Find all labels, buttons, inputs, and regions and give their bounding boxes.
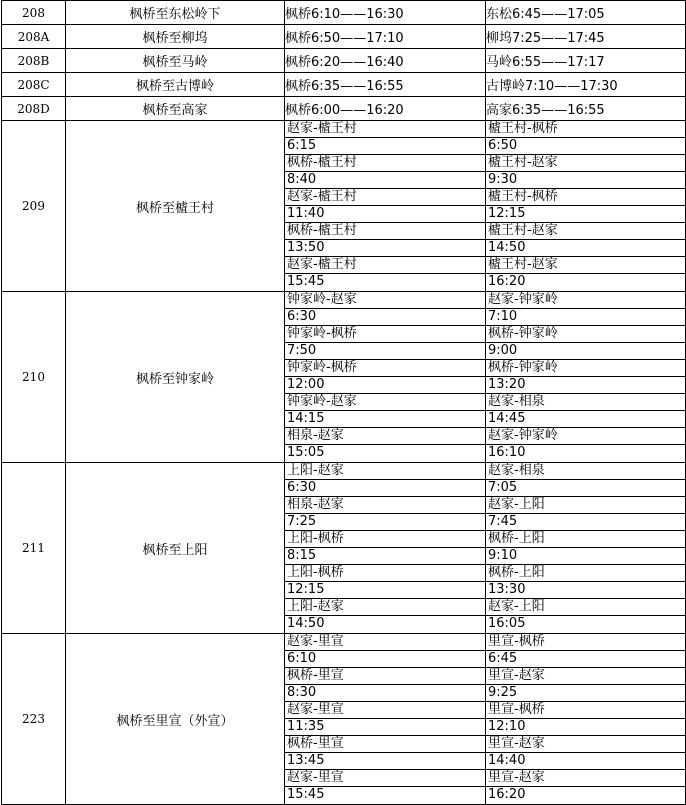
route-number: 208A [2,25,66,49]
trip-entry [486,497,685,531]
trip-entry [486,702,685,736]
trip-list-1 [285,634,486,805]
trip-entry [285,155,485,189]
trip-route: 里宣-枫桥 [486,634,685,651]
trip-entry [285,702,485,736]
trip-time: 16:20 [488,787,526,802]
trip-list-2 [486,292,686,463]
route-row-208b [2,49,686,73]
trip-route: 枫桥-里宣 [285,668,485,685]
trip-entry [285,394,485,428]
trip-entry [486,189,685,223]
route-number: 209 [2,121,66,292]
trip-entry [285,599,485,633]
trip-route: 樝王村-赵家 [486,223,685,240]
route-number: 223 [2,634,66,805]
trip-time: 7:05 [486,480,685,497]
trip-time: 13:30 [486,582,685,599]
schedule-body [2,1,686,805]
trip-route: 赵家-里宣 [285,702,485,719]
route-row-208d [2,97,686,121]
route-number: 208B [2,49,66,73]
trip-entry [486,394,685,428]
trip-entry [285,428,485,462]
trip-time: 7:45 [486,514,685,531]
route-row-223 [2,634,686,805]
trip-entry [285,257,485,291]
trip-entry [285,634,485,668]
trip-time: 9:25 [486,685,685,702]
trip-route: 赵家-樝王村 [285,257,485,274]
trip-time: 9:00 [486,343,685,360]
route-row-208 [2,1,686,25]
trip-route: 上阳-赵家 [285,599,485,616]
trip-entry [486,155,685,189]
route-name: 枫桥至东松岭下 [66,1,285,25]
departure-times-2: 古博岭7:10——17:30 [486,73,686,97]
trip-time: 14:40 [486,753,685,770]
route-name: 枫桥至高家 [66,97,285,121]
trip-time: 12:00 [285,377,485,394]
trip-entry [486,121,685,155]
route-row-208c [2,73,686,97]
route-name: 枫桥至古博岭 [66,73,285,97]
trip-route: 赵家-里宣 [285,634,485,651]
trip-entry [285,189,485,223]
trip-route: 枫桥-上阳 [486,565,685,582]
trip-route: 赵家-钟家岭 [486,428,685,445]
trip-entry [285,770,485,804]
trip-entry [285,565,485,599]
trip-route: 钟家岭-赵家 [285,394,485,411]
trip-route: 枫桥-樝王村 [285,223,485,240]
trip-route: 钟家岭-枫桥 [285,360,485,377]
trip-entry [486,565,685,599]
trip-route: 里宣-赵家 [486,668,685,685]
trip-route: 枫桥-钟家岭 [486,326,685,343]
route-name: 枫桥至钟家岭 [66,292,285,463]
trip-entry [285,326,485,360]
trip-entry [285,463,485,497]
departure-times-2: 东松6:45——17:05 [486,1,686,25]
trip-time: 6:30 [285,480,485,497]
trip-time: 14:15 [285,411,485,428]
trip-time: 7:10 [486,309,685,326]
departure-times-1: 枫桥6:00——16:20 [285,97,486,121]
trip-list-1 [285,292,486,463]
route-number: 208D [2,97,66,121]
trip-time: 8:40 [285,172,485,189]
trip-route: 里宣-赵家 [486,736,685,753]
trip-time: 14:50 [486,240,685,257]
trip-time: 6:50 [486,138,685,155]
trip-time: 15:45 [287,274,325,289]
trip-entry [285,121,485,155]
route-name: 枫桥至上阳 [66,463,285,634]
trip-time: 15:05 [287,445,325,460]
trip-route: 枫桥-上阳 [486,531,685,548]
trip-route: 樝王村-枫桥 [486,121,685,138]
trip-entry [285,360,485,394]
trip-route: 樝王村-赵家 [486,155,685,172]
trip-entry [486,736,685,770]
trip-entry [486,634,685,668]
trip-time: 14:50 [287,616,325,631]
trip-time: 6:10 [285,651,485,668]
departure-times-2: 柳坞7:25——17:45 [486,25,686,49]
departure-times-1: 枫桥6:35——16:55 [285,73,486,97]
trip-entry [486,292,685,326]
route-row-211 [2,463,686,634]
trip-route: 樝王村-枫桥 [486,189,685,206]
trip-route: 上阳-枫桥 [285,565,485,582]
trip-time: 6:45 [486,651,685,668]
trip-entry [285,497,485,531]
trip-list-2 [486,634,686,805]
trip-route: 赵家-樝王村 [285,189,485,206]
trip-route: 里宣-赵家 [486,770,685,787]
trip-time: 16:10 [488,445,526,460]
trip-entry [285,223,485,257]
route-row-209 [2,121,686,292]
trip-route: 枫桥-钟家岭 [486,360,685,377]
trip-time: 14:45 [486,411,685,428]
trip-entry [486,599,685,633]
route-number: 208C [2,73,66,97]
trip-entry [486,463,685,497]
trip-entry [486,531,685,565]
trip-entry [486,223,685,257]
trip-route: 里宣-枫桥 [486,702,685,719]
trip-route: 上阳-枫桥 [285,531,485,548]
bus-schedule-table [1,0,686,805]
trip-route: 枫桥-里宣 [285,736,485,753]
trip-time: 6:30 [285,309,485,326]
trip-route: 赵家-相泉 [486,463,685,480]
trip-time: 13:45 [285,753,485,770]
trip-time: 11:35 [285,719,485,736]
route-name: 枫桥至樝王村 [66,121,285,292]
trip-route: 相泉-赵家 [285,497,485,514]
trip-time: 16:20 [488,274,526,289]
trip-entry [486,360,685,394]
trip-list-1 [285,121,486,292]
trip-time: 9:30 [486,172,685,189]
trip-route: 上阳-赵家 [285,463,485,480]
trip-time: 7:50 [285,343,485,360]
trip-route: 相泉-赵家 [285,428,485,445]
trip-time: 13:20 [486,377,685,394]
trip-entry [285,531,485,565]
departure-times-1: 枫桥6:50——17:10 [285,25,486,49]
trip-route: 赵家-樝王村 [285,121,485,138]
trip-time: 11:40 [285,206,485,223]
trip-entry [285,736,485,770]
trip-route: 赵家-相泉 [486,394,685,411]
trip-entry [486,326,685,360]
departure-times-2: 马岭6:55——17:17 [486,49,686,73]
trip-route: 赵家-钟家岭 [486,292,685,309]
trip-time: 12:15 [285,582,485,599]
departure-times-1: 枫桥6:10——16:30 [285,1,486,25]
trip-route: 樝王村-赵家 [486,257,685,274]
trip-list-1 [285,463,486,634]
trip-route: 赵家-上阳 [486,497,685,514]
route-name: 枫桥至马岭 [66,49,285,73]
trip-list-2 [486,463,686,634]
trip-time: 8:15 [285,548,485,565]
route-name: 枫桥至柳坞 [66,25,285,49]
trip-time: 13:50 [285,240,485,257]
route-number: 211 [2,463,66,634]
trip-entry [486,668,685,702]
trip-route: 枫桥-樝王村 [285,155,485,172]
departure-times-2: 高家6:35——16:55 [486,97,686,121]
route-number: 208 [2,1,66,25]
trip-time: 12:15 [486,206,685,223]
trip-time: 16:05 [488,616,526,631]
trip-entry [486,428,685,462]
trip-time: 15:45 [287,787,325,802]
route-name: 枫桥至里宣（外宣） [66,634,285,805]
trip-route: 赵家-里宣 [285,770,485,787]
trip-time: 8:30 [285,685,485,702]
trip-time: 12:10 [486,719,685,736]
trip-time: 7:25 [285,514,485,531]
route-row-208a [2,25,686,49]
trip-route: 钟家岭-枫桥 [285,326,485,343]
trip-route: 钟家岭-赵家 [285,292,485,309]
trip-time: 6:15 [285,138,485,155]
departure-times-1: 枫桥6:20——16:40 [285,49,486,73]
route-row-210 [2,292,686,463]
trip-route: 赵家-上阳 [486,599,685,616]
trip-entry [486,770,685,804]
trip-time: 9:10 [486,548,685,565]
trip-entry [285,668,485,702]
trip-entry [285,292,485,326]
trip-list-2 [486,121,686,292]
trip-entry [486,257,685,291]
route-number: 210 [2,292,66,463]
